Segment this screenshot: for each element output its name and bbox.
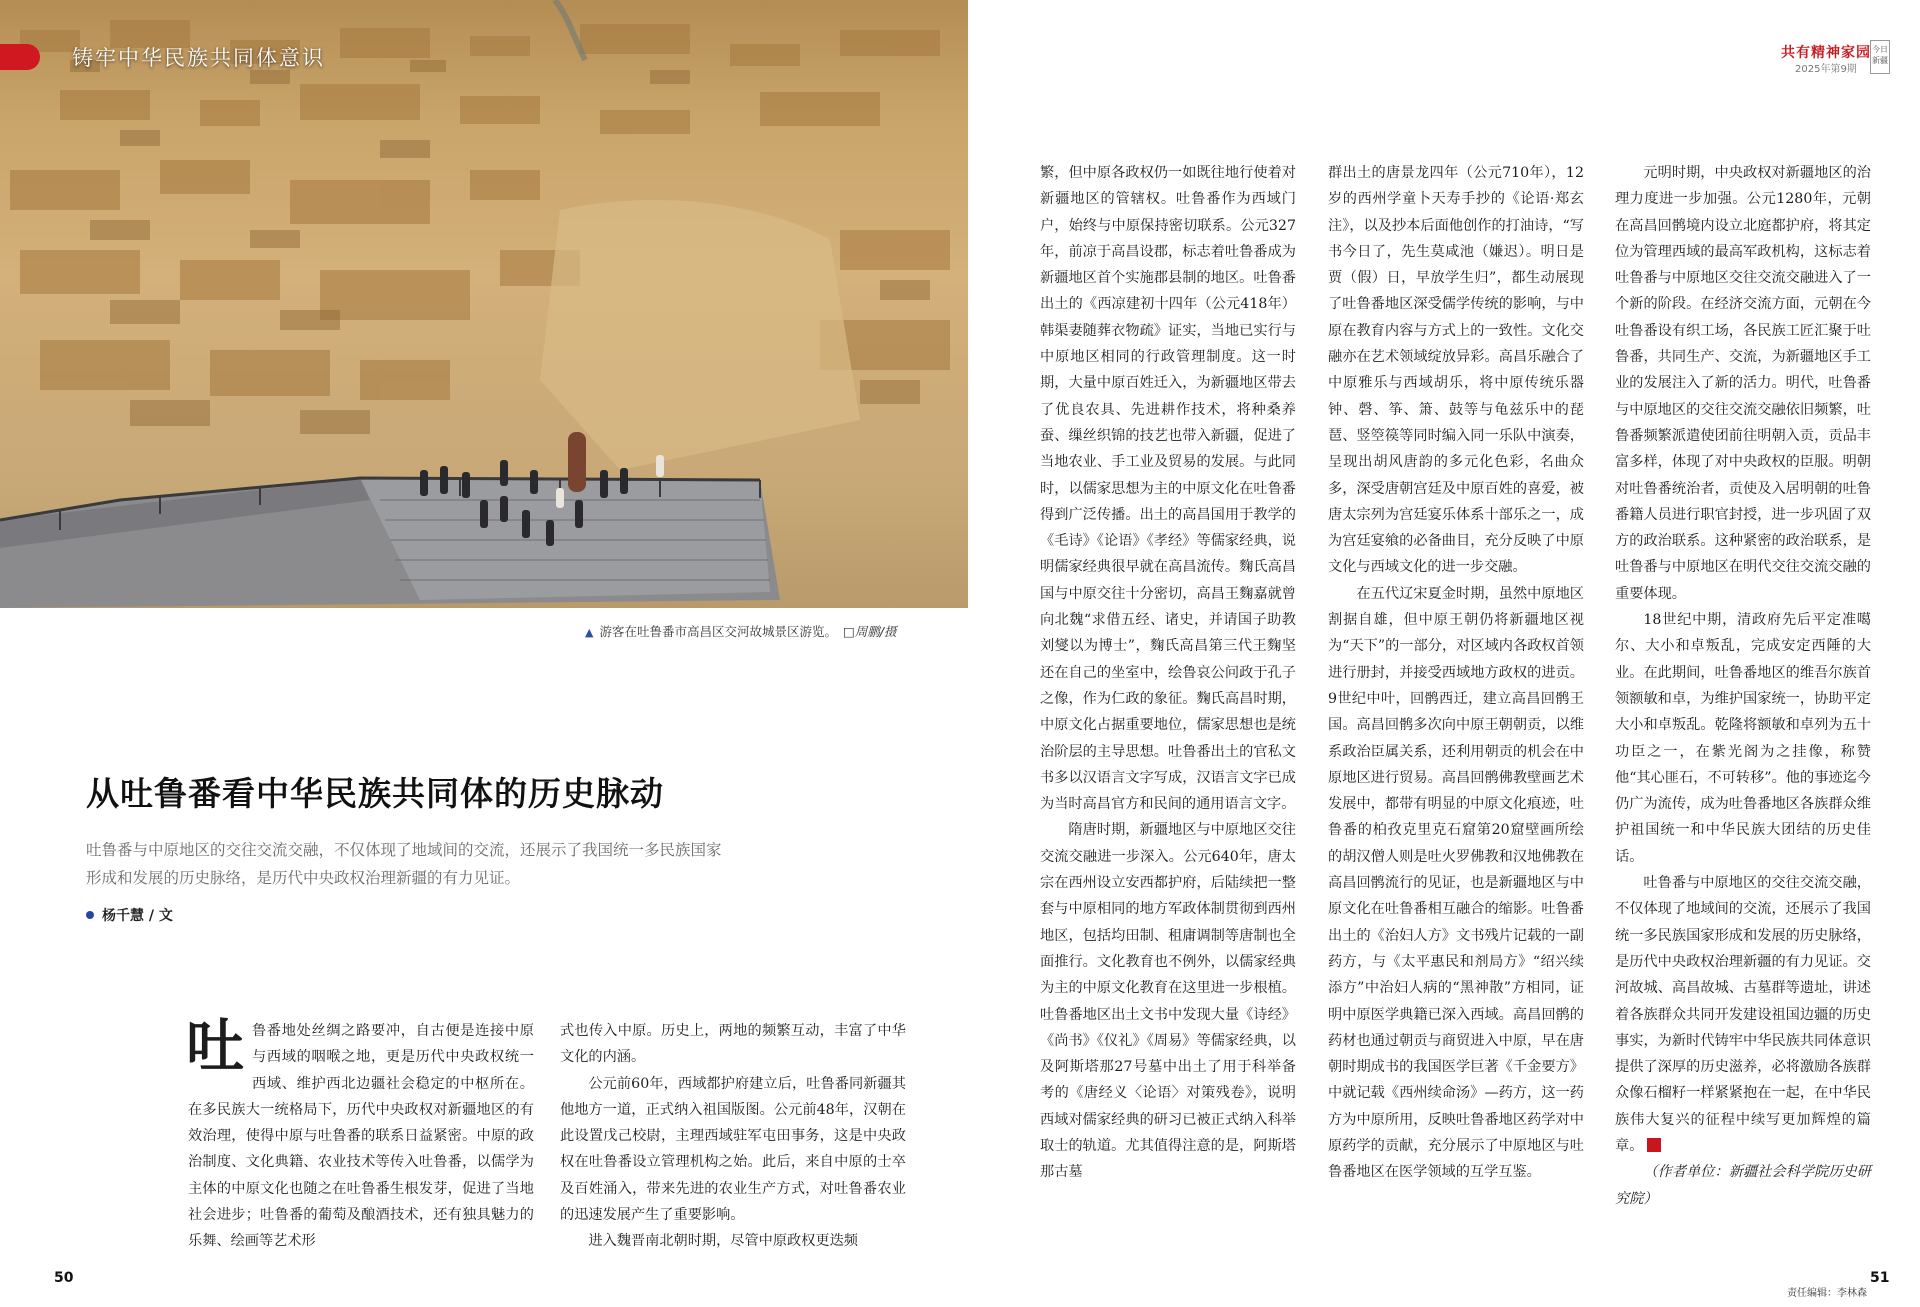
column-3 [1040,160,1296,1186]
paragraph: 进入魏晋南北朝时期，尽管中原政权更迭频 [588,1233,858,1250]
paragraph: 在五代辽宋夏金时期，虽然中原地区割据自雄，但中原王朝仍将新疆地区视为“天下”的一部分，对区域内各政权首领进行册封，并接受西域地方政权的进贡。9世纪中叶，回鹘西迁，建立高昌回鹘王国。高昌回鹘多次向中原王朝朝贡，以维系政治臣属关系，还利用朝贡的机会在中原地区进行贸易。高昌回鹘佛教壁画艺术发展中，都带有明显的中原文化痕迹，吐鲁番的柏孜克里克石窟第20窟壁画所绘的胡汉僧人则是吐火罗佛教和汉地佛教在高昌回鹘流行的见证，也是新疆地区与中原文化在吐鲁番相互融合的缩影。吐鲁番出土的《治妇人方》文书残片记载的一副药方，与《太平惠民和剂局方》“绍兴续添方”中治妇人病的“黑神散”方相同，证明中原医学典籍已深入西域。高昌回鹘的药材也通过朝贡与商贸进入中原，早在唐朝时期成书的我国医学巨著《千金要方》中就记载《西州续命汤》—药方，这一药方为中原所用，反映吐鲁番地区药学对中原药学的贡献，充分展示了中原地区与吐鲁番地区在医学领域的互学互鉴。 [1328,585,1584,1181]
column-2 [560,1018,906,1255]
photo-credit: □周鹏/摄 [842,624,897,639]
paragraph: 18世纪中期，清政府先后平定准噶尔、大小和卓叛乱，完成安定西陲的大业。在此期间，吐鲁番地区的维吾尔族首领额敏和卓，为维护国家统一，协助平定大小和卓叛乱。乾隆将额敏和卓列为五十功臣之一，在紫光阁为之挂像，称赞他“其心匪石，不可转移”。他的事迹迄今仍广为流传，成为吐鲁番地区各族群众维护祖国统一和中华民族大团结的历史佳话。 [1615,612,1871,865]
author-dot-icon [86,911,94,919]
paragraph-final [1615,870,1871,1159]
article-author [86,905,173,925]
author-affiliation: （作者单位：新疆社会科学院历史研究院） [1615,1164,1871,1207]
article-lead: 吐鲁番与中原地区的交往交流交融，不仅体现了地域间的交流，还展示了我国统一多民族国家形成和发展的历史脉络，是历代中央政权治理新疆的有力见证。 [86,841,722,887]
paragraph: 鲁番地处丝绸之路要冲，自古便是连接中原与西域的咽喉之地，更是历代中央政权统一西域、维护西北边疆社会稳定的中枢所在。在多民族大一统格局下，历代中央政权对新疆地区的有效治理，使得中原与吐鲁番的联系日益紧密。中原的政治制度、文化典籍、农业技术等传入吐鲁番，以儒学为主体的中原文化也随之在吐鲁番生根发芽，促进了当地社会进步；吐鲁番的葡萄及酿酒技术，还有独具魅力的乐舞、绘画等艺术形 [188,1023,534,1250]
page-number-left: 50 [54,1270,74,1286]
section-marker [0,44,40,70]
drop-cap: 吐 [186,1012,245,1080]
ruins-illustration [0,0,968,608]
magazine-tag: 今日新疆 [1870,40,1890,74]
article-title: 从吐鲁番看中华民族共同体的历史脉动 [86,774,664,813]
paragraph: 繁，但中原各政权仍一如既往地行使着对新疆地区的管辖权。吐鲁番作为西域门户，始终与中原保持密切联系。公元327年，前凉于高昌设郡，标志着吐鲁番成为新疆地区首个实施郡县制的地区。吐鲁番出土的《西凉建初十四年（公元418年）韩渠妻随葬衣物疏》证实，当地已实行与中原地区相同的行政管理制度。这一时期，大量中原百姓迁入，为新疆地区带去了优良农具、先进耕作技术，将种桑养蚕、缫丝织锦的技艺也带入新疆，促进了当地农业、手工业及贸易的发展。与此同时，以儒家思想为主的中原文化在吐鲁番得到广泛传播。出土的高昌国用于教学的《毛诗》《论语》《孝经》等儒家经典，说明儒家经典很早就在高昌流传。麴氏高昌国与中原交往十分密切，高昌王麴嘉就曾向北魏“求借五经、诸史，并请国子助教刘燮以为博士”，麴氏高昌第三代王麴坚还在自己的坐室中，绘鲁哀公问政于孔子之像，作为仁政的象征。麴氏高昌时期，中原文化占据重要地位，儒家思想也是统治阶层的主导思想。吐鲁番出土的官私文书多以汉语言文字写成，汉语言文字已成为当时高昌官方和民间的通用语言文字。 [1040,165,1296,813]
page-number-right: 51 [1870,1270,1890,1286]
end-mark-icon [1647,1138,1661,1152]
caption-text: 游客在吐鲁番市高昌区交河故城景区游览。 [599,624,837,639]
section-title: 铸牢中华民族共同体意识 [72,46,325,70]
paragraph: 群出土的唐景龙四年（公元710年），12岁的西州学童卜天寿手抄的《论语·郑玄注》，以及抄本后面他创作的打油诗，“写书今日了，先生莫咸池（嫌迟）。明日是贾（假）日，早放学生归”，都生动展现了吐鲁番地区深受儒学传统的影响，与中原在教育内容与方式上的一致性。文化交融亦在艺术领域绽放异彩。高昌乐融合了中原雅乐与西域胡乐，将中原传统乐器钟、磬、筝、箫、鼓等与龟兹乐中的琵琶、竖箜篌等同时编入同一乐队中演奏，呈现出胡风唐韵的多元化色彩，名曲众多，深受唐朝宫廷及中原百姓的喜爱，被唐太宗列为宫廷宴乐体系十部乐之一，成为宫廷宴飨的必备曲目，充分反映了中原文化与西域文化的进一步交融。 [1328,165,1584,576]
ruins-photo [0,0,968,608]
author-name: 杨千慧 / 文 [102,908,173,924]
paragraph: 隋唐时期，新疆地区与中原地区交往交流交融进一步深入。公元640年，唐太宗在西州设立安西都护府，后陆续把一整套与中原相同的地方军政体制贯彻到西州地区，包括均田制、租庸调制等唐制也全面推行。文化教育也不例外，以儒家经典为主的中原文化教育在这里进一步根植。吐鲁番地区出土文书中发现大量《诗经》《尚书》《仪礼》《周易》等儒家经典，以及阿斯塔那27号墓中出土了用于科举备考的《唐经义〈论语〉对策残卷》，说明西域对儒家经典的研习已被正式纳入科举取士的轨道。尤其值得注意的是，阿斯塔那古墓 [1040,822,1296,1181]
paragraph: 元明时期，中央政权对新疆地区的治理力度进一步加强。公元1280年，元朝在高昌回鹘境内设立北庭都护府，将其定位为管理西域的最高军政机构，这标志着吐鲁番与中原地区交往交流交融进入了一个新的阶段。在经济交流方面，元朝在今吐鲁番设有织工场，各民族工匠汇聚于吐鲁番，共同生产、交流，为新疆地区手工业的发展注入了新的活力。明代，吐鲁番与中原地区的交往交流交融依旧频繁，吐鲁番频繁派遣使团前往明朝入贡，贡品丰富多样，体现了对中央政权的臣服。明朝对吐鲁番统治者，贡使及入居明朝的吐鲁番籍人员进行职官封授，进一步巩固了双方的政治联系。这种紧密的政治联系，是吐鲁番与中原地区在明代交往交流交融的重要体现。 [1615,165,1871,602]
magazine-name: 共有精神家园 [1781,45,1871,61]
paragraph: 公元前60年，西域都护府建立后，吐鲁番同新疆其他地方一道，正式纳入祖国版图。公元前48年，汉朝在此设置戊己校尉，主理西域驻军屯田事务，这是中央政权在吐鲁番设立管理机构之始。此后，来自中原的士卒及百姓涌入，带来先进的农业生产方式，对吐鲁番农业的迅速发展产生了重要影响。 [560,1075,906,1224]
column-5 [1615,160,1871,1212]
magazine-issue: 2025年第9期 [1795,64,1857,75]
responsible-editor: 责任编辑：李林森 [1787,1288,1867,1299]
photo-caption [585,622,897,640]
column-4 [1328,160,1584,1186]
paragraph: 式也传入中原。历史上，两地的频繁互动，丰富了中华文化的内涵。 [560,1023,906,1066]
caption-triangle-icon: ▲ [585,626,594,639]
column-1 [186,1012,534,1255]
paragraph-text: 吐鲁番与中原地区的交往交流交融，不仅体现了地域间的交流，还展示了我国统一多民族国家形成和发展的历史脉络，是历代中央政权治理新疆的有力见证。交河故城、高昌故城、古墓群等遗址，讲述着各族群众共同开发建设祖国边疆的历史事实，为新时代铸牢中华民族共同体意识提供了深厚的历史滋养，必将激励各族群众像石榴籽一样紧紧抱在一起，在中华民族伟大复兴的征程中续写更加辉煌的篇章。 [1615,875,1871,1154]
